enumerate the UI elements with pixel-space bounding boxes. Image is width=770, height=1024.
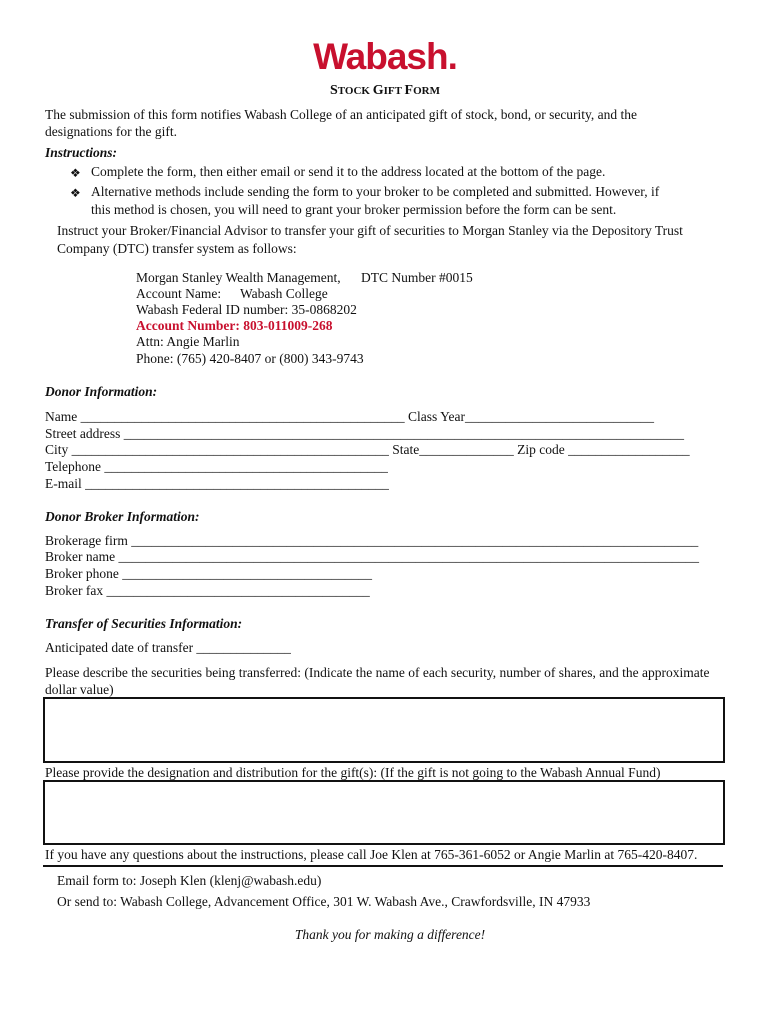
city-state-zip-field[interactable]: City _______________________________________________ State______________ Zip code __________________ (45, 442, 690, 457)
send-to-line: Or send to: Wabash College, Advancement Office, 301 W. Wabash Ave., Crawfordsville, IN 47933 (57, 894, 591, 909)
wabash-logo: Wabash. (313, 36, 457, 77)
bullet-icon: ❖ (70, 166, 81, 180)
broker-instruction-line-1: Instruct your Broker/Financial Advisor to transfer your gift of securities to Morgan Stanley via the Depository Trust (57, 223, 683, 238)
broker-name-field[interactable]: Broker name ______________________________________________________________________________________ (45, 549, 699, 564)
firm-name: Morgan Stanley Wealth Management, (136, 270, 341, 285)
street-address-field[interactable]: Street address ___________________________________________________________________________________ (45, 426, 684, 441)
intro-line-1: The submission of this form notifies Wabash College of an anticipated gift of stock, bond, or security, and the (45, 107, 638, 122)
account-name-label: Account Name: (136, 286, 222, 301)
designation-box[interactable] (43, 780, 725, 845)
bullet-icon: ❖ (70, 186, 81, 200)
account-name-value: Wabash College (240, 286, 328, 301)
describe-securities-line-1: Please describe the securities being transferred: (Indicate the name of each security, number of shares, and the approximate (45, 665, 710, 680)
federal-id: Wabash Federal ID number: 35-0868202 (136, 302, 357, 317)
securities-heading: Transfer of Securities Information: (45, 616, 243, 631)
brokerage-firm-field[interactable]: Brokerage firm ____________________________________________________________________________________ (45, 533, 699, 548)
instruction-bullet-2-line-1: Alternative methods include sending the form to your broker to be completed and submitted. However, if (91, 184, 660, 199)
email-field[interactable]: E-mail _____________________________________________ (45, 476, 389, 491)
phone-line: Phone: (765) 420-8407 or (800) 343-9743 (136, 351, 364, 366)
donor-heading: Donor Information: (45, 384, 158, 399)
intro-line-2: designations for the gift. (45, 124, 177, 139)
thank-you-note: Thank you for making a difference! (294, 927, 486, 942)
page-title: STOCK GIFT FORM (330, 83, 440, 98)
securities-description-box[interactable] (43, 697, 725, 763)
broker-phone-field[interactable]: Broker phone _____________________________________ (45, 566, 372, 581)
dtc-number: DTC Number #0015 (361, 270, 473, 285)
broker-instruction-line-2: Company (DTC) transfer system as follows: (57, 241, 297, 256)
transfer-date-field[interactable]: Anticipated date of transfer ______________ (45, 640, 291, 655)
instructions-heading: Instructions: (45, 145, 118, 160)
donor-name-field[interactable]: Name ________________________________________________ Class Year____________________________ (45, 409, 654, 424)
describe-securities-line-2: dollar value) (45, 682, 114, 697)
broker-fax-field[interactable]: Broker fax _______________________________________ (45, 583, 370, 598)
instruction-bullet-1: Complete the form, then either email or send it to the address located at the bottom of the page. (91, 164, 606, 179)
email-to-line: Email form to: Joseph Klen (klenj@wabash.edu) (57, 873, 322, 888)
account-number: Account Number: 803-011009-268 (136, 318, 333, 333)
instruction-bullet-2-line-2: this method is chosen, you will need to grant your broker permission before the form can be sent. (91, 202, 617, 217)
divider (43, 865, 723, 867)
questions-line: If you have any questions about the instructions, please call Joe Klen at 765-361-6052 or Angie Marlin at 765-420-8407. (45, 847, 698, 862)
attn-line: Attn: Angie Marlin (136, 334, 240, 349)
broker-heading: Donor Broker Information: (45, 509, 200, 524)
telephone-field[interactable]: Telephone __________________________________________ (45, 459, 388, 474)
designation-prompt: Please provide the designation and distribution for the gift(s): (If the gift is not going to the Wabash Annual Fund) (45, 765, 661, 780)
